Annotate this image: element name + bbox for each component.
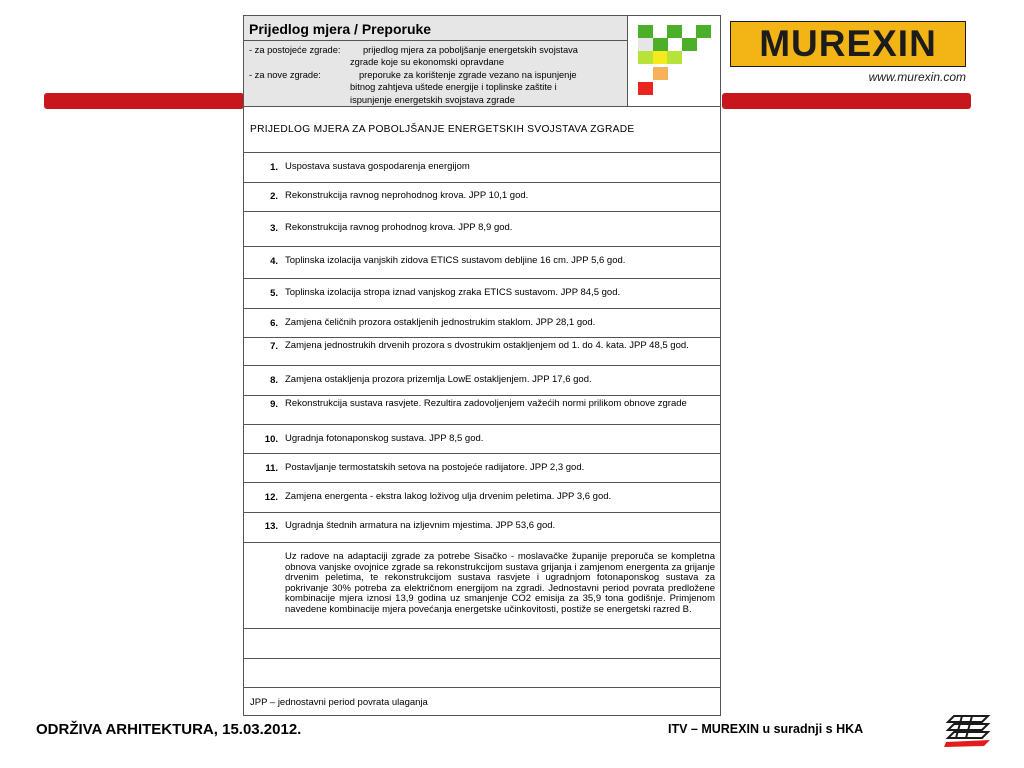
header-description: bitnog zahtjeva uštede energije i toplinske zaštite i [350, 82, 557, 92]
measure-number: 4. [270, 256, 278, 267]
footnote: JPP – jednostavni period povrata ulaganja [250, 697, 428, 708]
scale-square-green [682, 38, 697, 51]
row-divider [244, 453, 720, 454]
section-title: PRIJEDLOG MJERA ZA POBOLJŠANJE ENERGETSKIH SVOJSTAVA ZGRADE [250, 124, 635, 135]
scale-square-red [638, 82, 653, 95]
row-divider [244, 542, 720, 543]
header-label: - za nove zgrade: [249, 70, 321, 80]
scale-square-grey [638, 38, 653, 51]
row-divider [244, 246, 720, 247]
measure-number: 11. [265, 463, 278, 474]
measure-number: 8. [270, 375, 278, 386]
header-red-bar-right [722, 93, 971, 109]
measure-text: Toplinska izolacija stropa iznad vanjskog zraka ETICS sustavom. JPP 84,5 god. [285, 287, 621, 298]
scale-square-light-green [667, 51, 682, 64]
row-divider [244, 182, 720, 183]
row-divider [244, 278, 720, 279]
header-description: zgrade koje su ekonomski opravdane [350, 57, 505, 67]
measure-number: 10. [264, 434, 278, 445]
row-divider [244, 395, 720, 396]
header-description: preporuke za korištenje zgrade vezano na ispunjenje [359, 70, 577, 80]
row-divider [244, 658, 720, 659]
footer-event-title: ODRŽIVA ARHITEKTURA, 15.03.2012. [36, 721, 302, 738]
measure-text: Zamjena energenta - ekstra lakog loživog ulja drvenim peletima. JPP 3,6 god. [285, 491, 612, 502]
measure-number: 3. [270, 223, 278, 234]
measure-number: 7. [270, 341, 278, 352]
measure-number: 2. [270, 191, 278, 202]
measure-number: 1. [270, 162, 278, 173]
summary-paragraph: Uz radove na adaptaciji zgrade za potrebe Sisačko - moslavačke županije preporuča se kompletna obnova vanjske ovojnice zgrade sa rekonstrukcijom sustava grijanja i zamjenom energenta za grijanje drvenim peletima, te rekonstrukcijom sustava rasvjete i ugradnjom fotonaponskog sustava za pokrivanje 30% potreba za električnom energijom na zgradi. Jednostavni period povrata predložene kombinacije mjera iznosi 13,9 godina uz smanjenje CO2 emisija za 35,9 tona godišnje. Primjenom navedene kombinacije mjera povećanja energetske učinkovitosti, postiže se energetski razred B. [285, 551, 715, 615]
row-divider [244, 337, 720, 338]
header-red-bar-left [44, 93, 244, 109]
measure-text: Rekonstrukcija ravnog neprohodnog krova. JPP 10,1 god. [285, 190, 529, 201]
scale-square-orange [653, 67, 668, 80]
measure-number: 9. [270, 399, 278, 410]
hka-logo-icon [944, 712, 992, 748]
measure-text: Ugradnja štednih armatura na izljevnim mjestima. JPP 53,6 god. [285, 520, 556, 531]
scale-square-light-green [638, 51, 653, 64]
website-url: www.murexin.com [868, 70, 966, 84]
measure-text: Rekonstrukcija sustava rasvjete. Rezultira zadovoljenjem važećih normi prilikom obnove zgrade [285, 398, 687, 409]
scale-square-yellow [653, 51, 668, 64]
scale-square-green [667, 25, 682, 38]
measure-text: Zamjena jednostrukih drvenih prozora s dvostrukim ostakljenjem od 1. do 4. kata. JPP 48,5 god. [285, 340, 689, 351]
measure-number: 6. [270, 318, 278, 329]
measure-number: 13. [264, 521, 278, 532]
measure-number: 5. [270, 288, 278, 299]
header-description: ispunjenje energetskih svojstava zgrade [350, 95, 515, 105]
scale-square-green [653, 38, 668, 51]
energy-class-scale [628, 16, 720, 107]
measure-text: Ugradnja fotonaponskog sustava. JPP 8,5 god. [285, 433, 484, 444]
row-divider [244, 687, 720, 688]
measure-text: Rekonstrukcija ravnog prohodnog krova. JPP 8,9 god. [285, 222, 513, 233]
row-divider [244, 308, 720, 309]
divider [244, 40, 627, 41]
murexin-logo [730, 21, 966, 67]
row-divider [244, 152, 720, 153]
measure-number: 12. [264, 492, 278, 503]
row-divider [244, 424, 720, 425]
scale-square-green [638, 25, 653, 38]
header-description: prijedlog mjera za poboljšanje energetskih svojstava [363, 45, 578, 55]
logo-text: MUREXIN [759, 23, 937, 64]
recommendations-header [244, 16, 628, 107]
page-title: Prijedlog mjera / Preporuke [249, 21, 432, 37]
row-divider [244, 365, 720, 366]
measure-text: Zamjena čeličnih prozora ostakljenih jednostrukim staklom. JPP 28,1 god. [285, 317, 596, 328]
row-divider [244, 628, 720, 629]
measure-text: Uspostava sustava gospodarenja energijom [285, 161, 470, 172]
scale-square-green [696, 25, 711, 38]
footer-organizer: ITV – MUREXIN u suradnji s HKA [668, 722, 864, 736]
row-divider [244, 482, 720, 483]
measure-text: Postavljanje termostatskih setova na postojeće radijatore. JPP 2,3 god. [285, 462, 585, 473]
row-divider [244, 512, 720, 513]
measure-text: Toplinska izolacija vanjskih zidova ETICS sustavom debljine 16 cm. JPP 5,6 god. [285, 255, 626, 266]
energy-certificate-page [243, 15, 721, 716]
row-divider [244, 211, 720, 212]
header-label: - za postojeće zgrade: [249, 45, 341, 55]
measure-text: Zamjena ostakljenja prozora prizemlja LowE ostakljenjem. JPP 17,6 god. [285, 374, 592, 385]
